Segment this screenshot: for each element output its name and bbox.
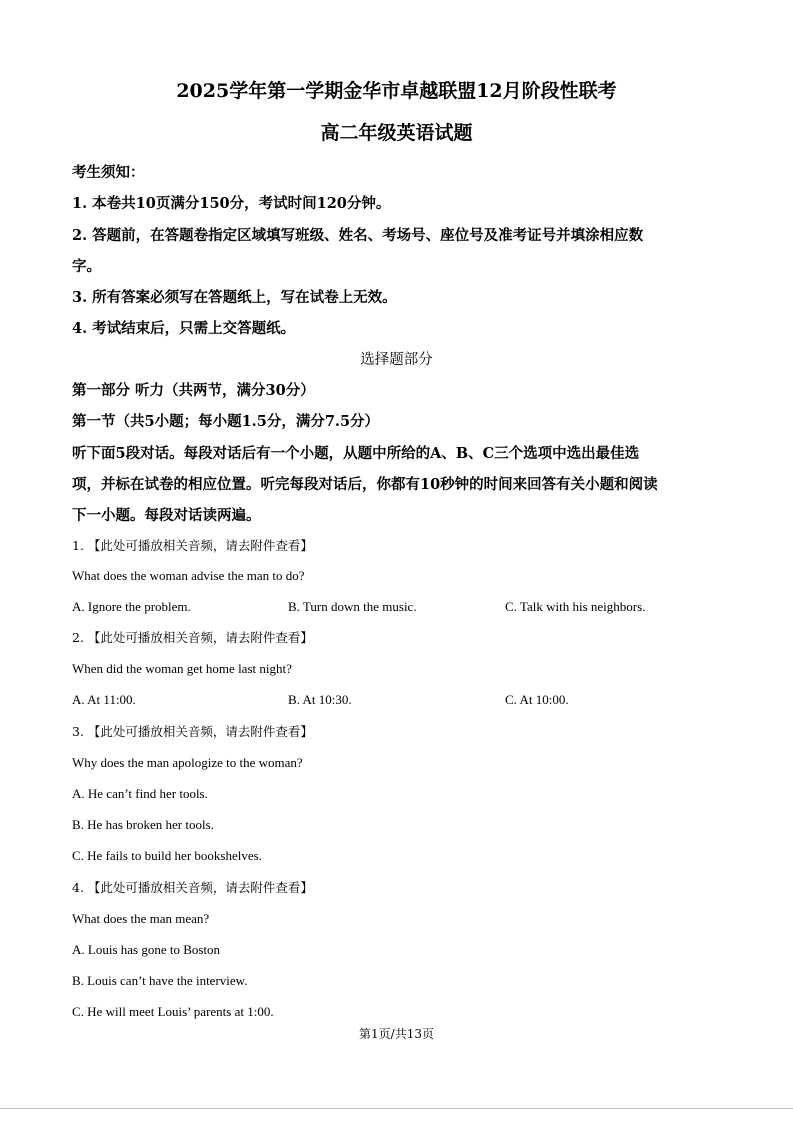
notice-item: 3. 所有答案必须写在答题纸上，写在试卷上无效。 [72, 289, 397, 306]
question-text: When did the woman get home last night? [72, 661, 292, 676]
question-text: What does the woman advise the man to do? [72, 568, 305, 583]
question-number: 2. [72, 630, 84, 645]
option-a: A. Louis has gone to Boston [72, 942, 221, 957]
question-audio[interactable] [72, 628, 313, 646]
question-audio[interactable] [72, 878, 313, 896]
question-audio[interactable] [72, 722, 313, 740]
page-footer: 第1页/共13页 [359, 1027, 434, 1041]
option-b: B. At 10:30. [288, 692, 352, 707]
option-c: C. At 10:00. [505, 692, 569, 707]
instructions-line: 下一小题。每段对话读两遍。 [72, 507, 261, 524]
question-number: 3. [72, 724, 84, 739]
subsection-heading: 第一节（共5小题；每小题1.5分，满分7.5分） [72, 413, 380, 430]
question-text: What does the man mean? [72, 911, 210, 926]
section-title: 选择题部分 [360, 352, 433, 368]
question-audio[interactable] [72, 536, 313, 554]
option-b: B. Turn down the music. [288, 599, 417, 614]
notice-item: 4. 考试结束后，只需上交答题纸。 [72, 320, 296, 337]
option-c: C. He fails to build her bookshelves. [72, 848, 262, 863]
option-a: A. Ignore the problem. [72, 599, 191, 614]
option-a: A. At 11:00. [72, 692, 136, 707]
question-text: Why does the man apologize to the woman? [72, 755, 303, 770]
page-divider [0, 1108, 793, 1109]
exam-title: 2025学年第一学期金华市卓越联盟12月阶段性联考 [176, 80, 617, 102]
option-a: A. He can’t find her tools. [72, 786, 208, 801]
audio-link[interactable]: 【此处可播放相关音频，请去附件查看】 [87, 724, 313, 739]
audio-link[interactable]: 【此处可播放相关音频，请去附件查看】 [87, 538, 313, 553]
notice-item: 字。 [72, 258, 101, 275]
question-number: 4. [72, 880, 84, 895]
instructions-line: 听下面5段对话。每段对话后有一个小题，从题中所给的A、B、C三个选项中选出最佳选 [72, 445, 640, 462]
audio-link[interactable]: 【此处可播放相关音频，请去附件查看】 [87, 630, 313, 645]
option-c: C. Talk with his neighbors. [505, 599, 646, 614]
audio-link[interactable]: 【此处可播放相关音频，请去附件查看】 [87, 880, 313, 895]
exam-subtitle: 高二年级英语试题 [320, 122, 473, 144]
option-b: B. He has broken her tools. [72, 817, 214, 832]
option-c: C. He will meet Louis’ parents at 1:00. [72, 1004, 274, 1019]
part-heading: 第一部分 听力（共两节，满分30分） [72, 382, 315, 399]
notice-heading: 考生须知： [72, 164, 145, 181]
instructions-line: 项，并标在试卷的相应位置。听完每段对话后，你都有10秒钟的时间来回答有关小题和阅读 [72, 476, 658, 493]
notice-item: 1. 本卷共10页满分150分，考试时间120分钟。 [72, 195, 391, 212]
option-b: B. Louis can’t have the interview. [72, 973, 248, 988]
notice-item: 2. 答题前，在答题卷指定区域填写班级、姓名、考场号、座位号及准考证号并填涂相应数 [72, 227, 644, 244]
question-number: 1. [72, 538, 84, 553]
